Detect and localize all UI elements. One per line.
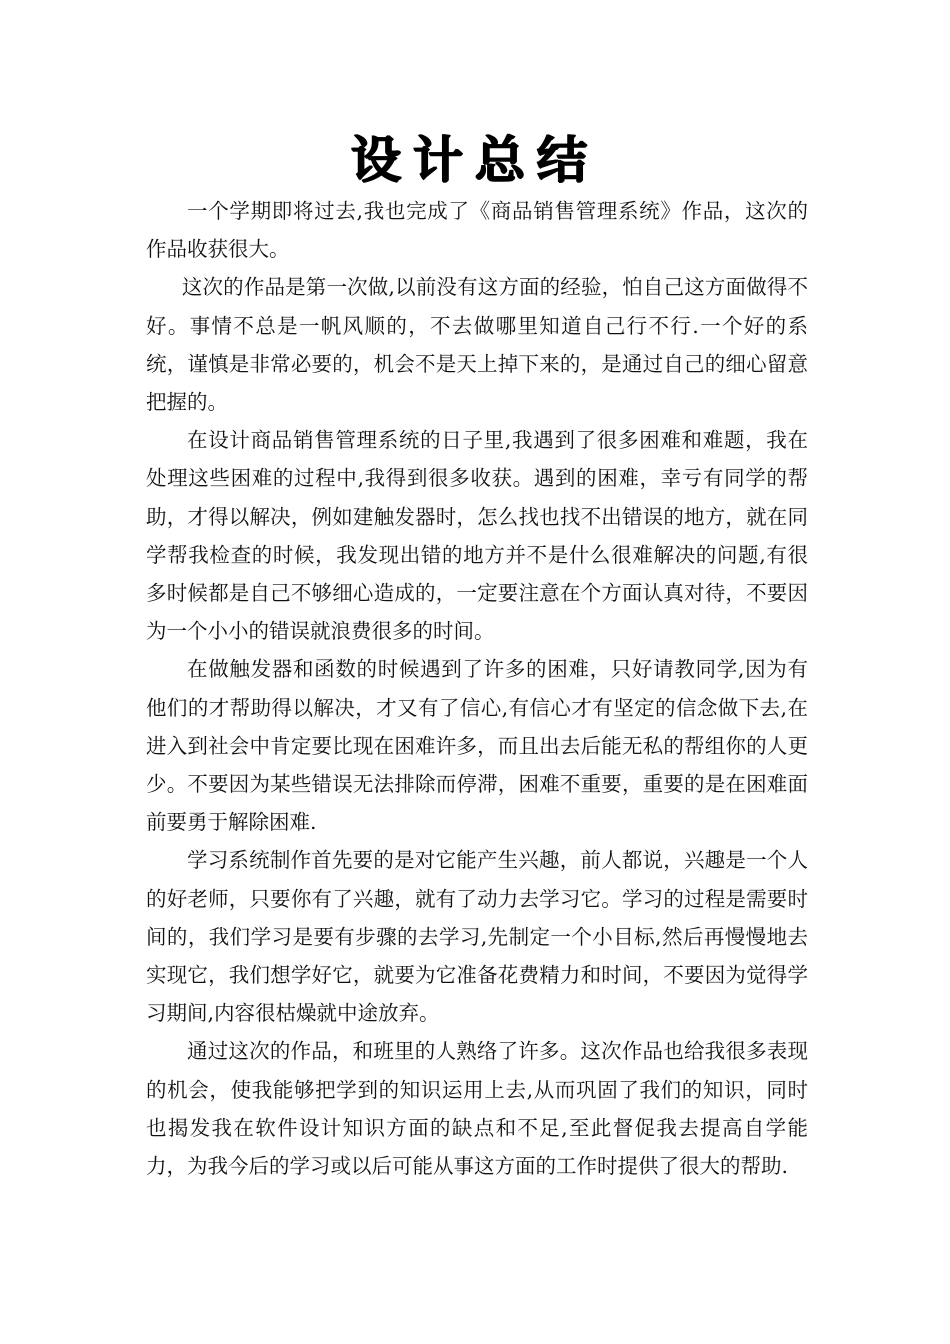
paragraph-2: 这次的作品是第一次做,以前没有这方面的经验，怕自己这方面做得不好。事情不总是一帆风顺的，不去做哪里知道自己行不行.一个好的系统，谨慎是非常必要的，机会不是天上掉下来的，是通过自己的细心留意把握的。	[146, 275, 808, 415]
paragraph-3: 在设计商品销售管理系统的日子里,我遇到了很多困难和难题，我在处理这些困难的过程中,我得到很多收获。遇到的困难，幸亏有同学的帮助，才得以解决，例如建触发器时，怎么找也找不出错误的地方，就在同学帮我检查的时候，我发现出错的地方并不是什么很难解决的问题,有很多时候都是自己不够细心造成的，一定要注意在个方面认真对待，不要因为一个小小的错误就浪费很多的时间。	[146, 428, 808, 644]
page-title: 设计总结	[351, 130, 599, 189]
paragraph-4: 在做触发器和函数的时候遇到了许多的困难，只好请教同学,因为有他们的才帮助得以解决，才又有了信心,有信心才有坚定的信念做下去,在进入到社会中肯定要比现在困难许多，而且出去后能无私的帮组你的人更少。不要因为某些错误无法排除而停滞，困难不重要，重要的是在困难面前要勇于解除困难.	[146, 657, 808, 835]
paragraph-1: 一个学期即将过去,我也完成了《商品销售管理系统》作品，这次的作品收获很大。	[146, 199, 808, 262]
document-body	[146, 192, 808, 1185]
paragraph-5: 学习系统制作首先要的是对它能产生兴趣，前人都说，兴趣是一个人的好老师，只要你有了兴趣，就有了动力去学习它。学习的过程是需要时间的，我们学习是要有步骤的去学习,先制定一个小目标,然后再慢慢地去实现它，我们想学好它，就要为它准备花费精力和时间，不要因为觉得学习期间,内容很枯燥就中途放弃。	[146, 848, 808, 1026]
paragraph-6: 通过这次的作品，和班里的人熟络了许多。这次作品也给我很多表现的机会，使我能够把学到的知识运用上去,从而巩固了我们的知识，同时也揭发我在软件设计知识方面的缺点和不足,至此督促我去提高自学能力，为我今后的学习或以后可能从事这方面的工作时提供了很大的帮助.	[146, 1039, 808, 1179]
